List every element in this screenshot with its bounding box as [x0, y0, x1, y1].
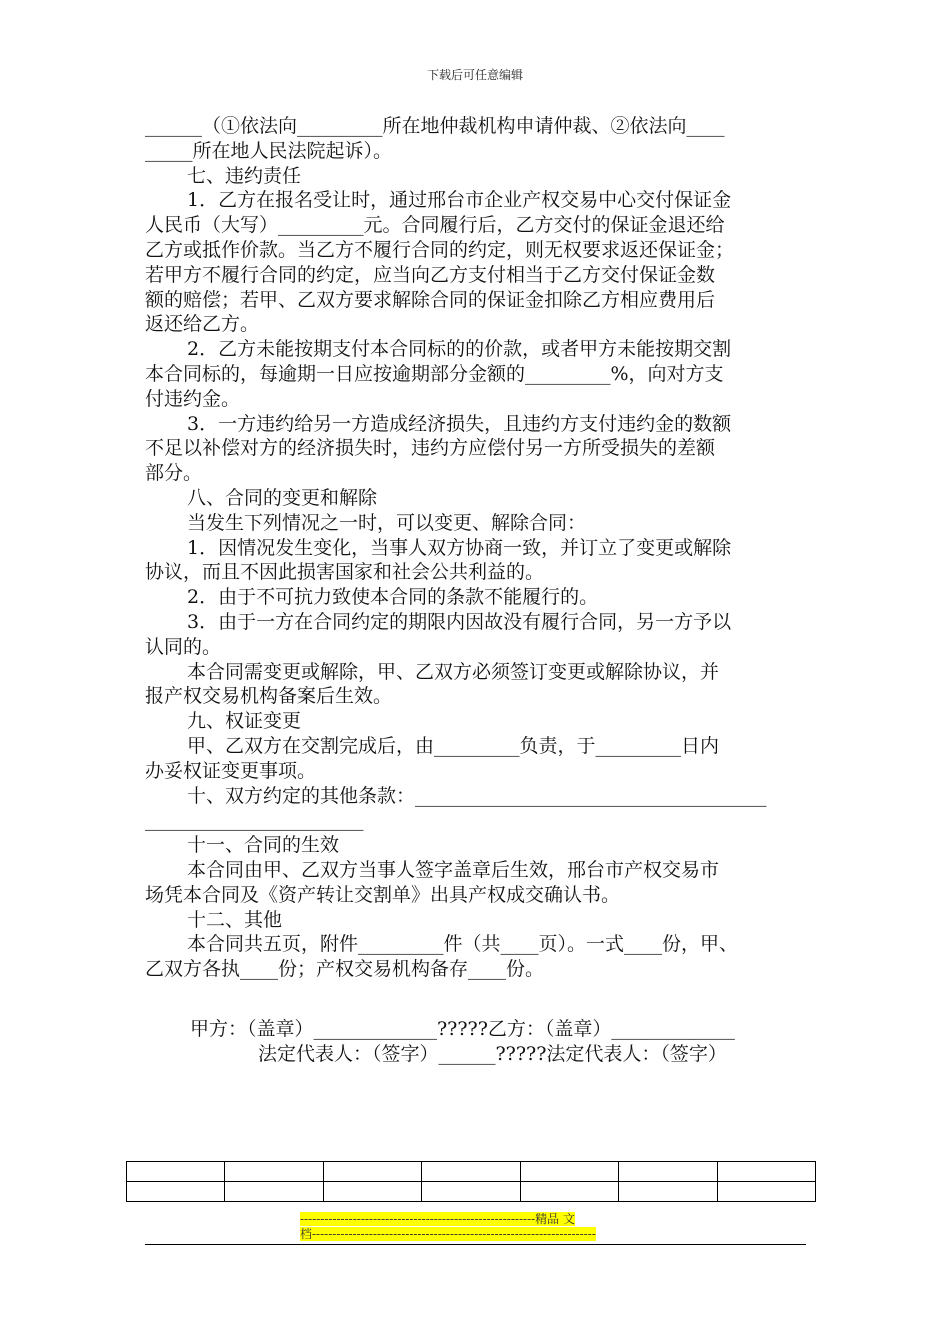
text-line: 当发生下列情况之一时，可以变更、解除合同：: [187, 511, 587, 534]
text-line: 部分。: [145, 462, 203, 485]
footer-watermark: [300, 1212, 596, 1242]
table-cell: [323, 1182, 421, 1202]
table-cell: [127, 1182, 225, 1202]
text-line: 额的赔偿；若甲、乙双方要求解除合同的保证金扣除乙方相应费用后: [145, 288, 716, 311]
text-line: 七、违约责任: [187, 164, 302, 187]
text-line: 乙双方各执____份；产权交易机构备存____份。: [145, 958, 545, 981]
footer-line-2: 档----------------------------------------------------------------------: [300, 1227, 596, 1241]
text-line: 2．由于不可抗力致使本合同的条款不能履行的。: [187, 586, 599, 609]
table-cell: [422, 1162, 520, 1182]
text-line: 本合同标的，每逾期一日应按逾期部分金额的_________%，向对方支: [145, 362, 724, 385]
blank-table: [126, 1161, 816, 1202]
text-line: 1．乙方在报名受让时，通过邢台市企业产权交易中心交付保证金: [187, 189, 732, 212]
table-row: [127, 1182, 816, 1202]
table-cell: [520, 1162, 618, 1182]
text-line: 2．乙方未能按期支付本合同标的的价款，或者甲方未能按期交割: [187, 338, 732, 361]
text-line: 协议，而且不因此损害国家和社会公共利益的。: [145, 561, 545, 584]
text-line: _______________________: [145, 809, 364, 832]
page-header: 下载后可任意编辑: [426, 68, 523, 82]
table-cell: [225, 1162, 323, 1182]
signature-party-a-b: 甲方：（盖章）_____________?????乙方：（盖章）_____________: [190, 1018, 735, 1040]
table-cell: [717, 1182, 815, 1202]
text-line: 本合同由甲、乙双方当事人签字盖章后生效，邢台市产权交易市: [187, 858, 720, 881]
table-cell: [619, 1162, 717, 1182]
text-line: 本合同共五页，附件_________件（共____页）。一式____份，甲、: [187, 933, 739, 956]
text-line: 本合同需变更或解除，甲、乙双方必须签订变更或解除协议，并: [187, 660, 720, 683]
footer-line-1: ----------------------------------------------------------精品 文: [300, 1212, 575, 1226]
table-cell: [225, 1182, 323, 1202]
text-line: 十二、其他: [187, 908, 283, 931]
table-cell: [422, 1182, 520, 1202]
text-line: 不足以补偿对方的经济损失时，违约方应偿付另一方所受损失的差额: [145, 437, 716, 460]
text-line: 报产权交易机构备案后生效。: [145, 685, 393, 708]
signature-legal-representatives: 法定代表人：（签字）______?????法定代表人：（签字）: [258, 1043, 727, 1065]
footer-divider: [145, 1244, 806, 1245]
text-line: 1．因情况发生变化，当事人双方协商一致，并订立了变更或解除: [187, 536, 732, 559]
table-cell: [127, 1162, 225, 1182]
table-cell: [619, 1182, 717, 1202]
text-line: 十一、合同的生效: [187, 834, 340, 857]
table-cell: [323, 1162, 421, 1182]
text-line: 若甲方不履行合同的约定，应当向乙方支付相当于乙方交付保证金数: [145, 263, 716, 286]
table-row: [127, 1162, 816, 1182]
text-line: ______（①依法向_________所在地仲裁机构申请仲裁、②依法向____: [145, 115, 725, 137]
contract-body: [145, 114, 815, 982]
text-line: 返还给乙方。: [145, 313, 260, 336]
text-line: 甲、乙双方在交割完成后，由_________负责，于_________日内: [187, 734, 720, 757]
text-line: _____所在地人民法院起诉）。: [145, 139, 393, 162]
text-line: 十、双方约定的其他条款：_____________________________________: [187, 784, 767, 807]
text-line: 3．一方违约给另一方造成经济损失，且违约方支付违约金的数额: [187, 412, 732, 435]
text-line: 九、权证变更: [187, 710, 302, 733]
text-line: 人民币（大写）_________元。合同履行后，乙方交付的保证金退还给: [145, 214, 725, 237]
table-cell: [520, 1182, 618, 1202]
text-line: 乙方或抵作价款。当乙方不履行合同的约定，则无权要求返还保证金；: [145, 238, 735, 261]
text-line: 八、合同的变更和解除: [187, 486, 378, 509]
text-line: 认同的。: [145, 635, 222, 658]
text-line: 场凭本合同及《资产转让交割单》出具产权成交确认书。: [145, 883, 621, 906]
table-cell: [717, 1162, 815, 1182]
text-line: 3．由于一方在合同约定的期限内因故没有履行合同，另一方予以: [187, 610, 732, 633]
text-line: 办妥权证变更事项。: [145, 759, 317, 782]
text-line: 付违约金。: [145, 387, 241, 410]
